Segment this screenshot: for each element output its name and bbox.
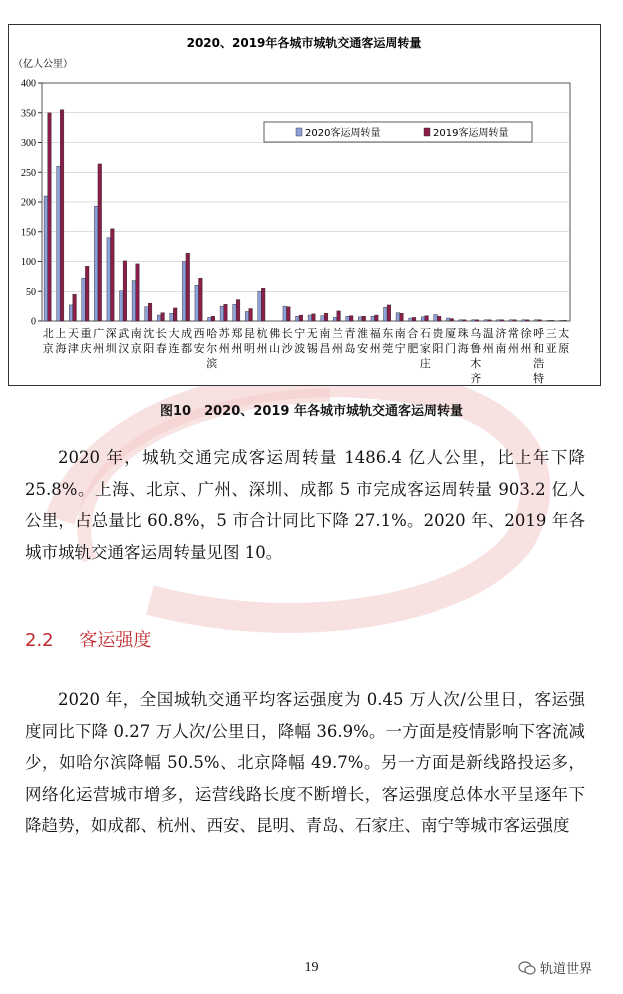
- bar-2020: [94, 206, 98, 321]
- x-tick-label: 阳: [432, 342, 444, 355]
- x-tick-label: 波: [294, 342, 306, 355]
- x-tick-label: 明: [243, 342, 255, 355]
- bar-2020: [560, 320, 564, 321]
- bar-2019: [450, 319, 454, 321]
- bar-2020: [371, 316, 375, 321]
- bar-2019: [85, 266, 89, 321]
- bar-2020: [69, 305, 73, 321]
- bar-2020: [396, 313, 400, 321]
- x-tick-label: 连: [168, 342, 180, 355]
- x-tick-label: 海: [55, 342, 67, 355]
- bar-2019: [425, 316, 429, 321]
- bar-2019: [337, 311, 341, 321]
- bar-2019: [224, 304, 228, 321]
- x-tick-label: 鲁: [470, 342, 482, 355]
- bar-2020: [333, 317, 337, 321]
- bar-2020: [208, 317, 212, 321]
- bar-2020: [182, 262, 186, 322]
- bar-2020: [497, 320, 501, 321]
- x-tick-label: 宁: [294, 327, 306, 340]
- x-tick-label: 淮: [357, 327, 369, 340]
- bar-2019: [463, 320, 467, 321]
- bar-2019: [299, 315, 303, 321]
- x-tick-label: 佛: [269, 327, 281, 340]
- bar-2019: [312, 314, 316, 321]
- x-tick-label: 合: [407, 327, 419, 340]
- x-tick-label: 和: [533, 342, 545, 355]
- bar-2019: [186, 253, 190, 321]
- x-tick-label: 常: [507, 327, 519, 340]
- bar-2020: [321, 316, 325, 321]
- bar-2019: [551, 320, 555, 321]
- bar-2020: [446, 318, 450, 321]
- bar-2020: [233, 304, 237, 321]
- section-number: 2.2: [25, 630, 54, 651]
- x-tick-label: 安: [193, 342, 205, 355]
- x-tick-label: 无: [306, 327, 318, 340]
- x-tick-label: 庄: [419, 357, 431, 370]
- x-tick-label: 北: [42, 327, 54, 340]
- bar-2020: [534, 320, 538, 321]
- x-tick-label: 汉: [118, 342, 130, 355]
- x-tick-label: 哈: [206, 327, 218, 340]
- x-tick-label: 州: [482, 342, 494, 355]
- bar-2019: [475, 320, 479, 321]
- x-tick-label: 厦: [445, 327, 457, 340]
- bar-2020: [82, 278, 86, 321]
- x-tick-label: 齐: [470, 372, 482, 385]
- x-tick-label: 海: [457, 342, 469, 355]
- bar-2019: [362, 316, 366, 321]
- x-tick-label: 乌: [470, 327, 482, 340]
- bar-2020: [245, 311, 249, 321]
- bar-2019: [136, 264, 140, 321]
- section-heading: [25, 626, 151, 652]
- x-tick-label: 州: [256, 342, 268, 355]
- x-tick-label: 杭: [256, 327, 268, 340]
- y-tick-label: 300: [21, 138, 36, 149]
- y-axis-label: （亿人公里）: [13, 59, 73, 70]
- x-tick-label: 珠: [457, 327, 469, 340]
- bar-2019: [48, 113, 52, 321]
- bar-2020: [522, 320, 526, 321]
- bar-2019: [349, 316, 353, 321]
- bar-2020: [472, 320, 476, 321]
- x-tick-label: 家: [419, 342, 431, 355]
- x-tick-label: 贵: [432, 327, 444, 340]
- x-tick-label: 亚: [545, 342, 557, 355]
- bar-2019: [375, 315, 379, 321]
- figure-caption: 图10 2020、2019 年各城市城轨交通客运周转量: [160, 404, 463, 419]
- x-tick-label: 南: [394, 327, 406, 340]
- x-tick-label: 兰: [331, 327, 343, 340]
- x-tick-label: 春: [155, 342, 167, 355]
- x-tick-label: 广: [93, 327, 105, 340]
- x-tick-label: 阳: [143, 342, 155, 355]
- bar-2020: [409, 318, 413, 321]
- x-tick-label: 锡: [306, 342, 318, 355]
- section-title: 客运强度: [79, 630, 152, 651]
- bar-2020: [195, 285, 199, 321]
- bar-2020: [283, 306, 287, 321]
- bar-2019: [400, 313, 404, 321]
- bar-2019: [500, 320, 504, 321]
- x-tick-label: 滨: [206, 357, 218, 370]
- bar-2020: [484, 320, 488, 321]
- x-tick-label: 门: [445, 342, 457, 355]
- x-tick-label: 宁: [394, 342, 406, 355]
- x-tick-label: 浩: [533, 357, 545, 370]
- bar-2020: [132, 281, 136, 321]
- x-tick-label: 州: [331, 342, 343, 355]
- bar-2020: [384, 307, 388, 321]
- x-tick-label: 青: [344, 327, 356, 340]
- x-tick-label: 大: [168, 327, 180, 340]
- x-tick-label: 成: [181, 327, 193, 340]
- bar-2020: [421, 317, 425, 321]
- paragraph-passenger-turnover: 2020 年，城轨交通完成客运周转量 1486.4 亿人公里，比上年下降 25.8%。上海、北京、广州、深圳、成都 5 市完成客运周转量 903.2 亿人公里，占总量比 60.8%，5 市合计同比下降 27.1%。2020 年、2019 年各城市城轨交通客运周转量见图 10。: [25, 448, 585, 562]
- bar-2019: [123, 261, 127, 321]
- bar-2020: [509, 320, 513, 321]
- legend-label: 2019客运周转量: [433, 128, 509, 139]
- bar-2019: [525, 320, 529, 321]
- bar-2020: [145, 307, 149, 321]
- bar-2019: [236, 300, 240, 321]
- bar-2020: [44, 196, 48, 321]
- chart-frame: [8, 24, 601, 386]
- bar-2019: [387, 305, 391, 321]
- y-tick-label: 0: [31, 316, 36, 328]
- x-tick-label: 长: [281, 327, 293, 340]
- x-tick-label: 三: [545, 327, 557, 340]
- x-tick-label: 津: [67, 342, 79, 355]
- x-tick-label: 南: [130, 327, 142, 340]
- bar-2020: [170, 313, 174, 321]
- x-tick-label: 石: [419, 327, 431, 340]
- bar-2020: [258, 291, 262, 321]
- y-tick-label: 200: [21, 197, 36, 209]
- x-tick-label: 都: [181, 342, 193, 355]
- x-tick-label: 尔: [206, 342, 218, 355]
- y-tick-label: 350: [21, 108, 36, 120]
- x-tick-label: 济: [495, 327, 507, 340]
- bar-2020: [346, 316, 350, 321]
- bar-2019: [324, 313, 328, 321]
- x-tick-label: 西: [193, 327, 205, 340]
- page-number: 19: [304, 960, 319, 975]
- chart-title: 2020、2019年各城市城轨交通客运周转量: [186, 36, 422, 50]
- x-tick-label: 州: [93, 342, 105, 355]
- y-tick-label: 100: [21, 257, 36, 268]
- bar-2019: [488, 320, 492, 321]
- x-tick-label: 州: [218, 342, 230, 355]
- x-tick-label: 安: [357, 342, 369, 355]
- bar-2020: [358, 317, 362, 321]
- x-tick-label: 山: [269, 342, 281, 355]
- bar-2020: [220, 306, 224, 321]
- bar-2020: [120, 291, 124, 321]
- bar-2020: [308, 315, 312, 321]
- bar-2019: [148, 303, 152, 321]
- bar-2020: [459, 320, 463, 321]
- bar-2019: [73, 294, 77, 321]
- x-tick-label: 肥: [407, 342, 419, 355]
- x-tick-label: 圳: [105, 342, 117, 355]
- y-tick-label: 150: [21, 227, 36, 239]
- bar-2019: [437, 316, 441, 321]
- x-tick-label: 福: [369, 327, 381, 340]
- x-tick-label: 深: [105, 327, 117, 340]
- x-tick-label: 苏: [218, 327, 230, 340]
- bar-2020: [547, 320, 551, 321]
- paragraph-passenger-intensity: 2020 年，全国城轨交通平均客运强度为 0.45 万人次/公里日，客运强度同比下降 0.27 万人次/公里日，降幅 36.9%。一方面是疫情影响下客流减少，如哈尔滨降幅 50.5%、北京降幅 49.7%。另一方面是新线路投运多，网络化运营城市增多，运营线路长度不断增长，客运强度总体水平呈逐年下降趋势，如成都、杭州、西安、昆明、青岛、石家庄、南宁等城市客运强度: [25, 690, 585, 835]
- x-tick-label: 岛: [344, 342, 356, 355]
- x-tick-label: 原: [558, 342, 570, 355]
- x-tick-label: 州: [231, 342, 243, 355]
- brand-name: 轨道世界: [540, 962, 593, 977]
- x-tick-label: 温: [482, 327, 494, 340]
- brand-mark: [518, 958, 592, 977]
- x-tick-label: 太: [558, 327, 570, 340]
- x-tick-label: 长: [155, 327, 167, 340]
- bar-2020: [157, 315, 161, 321]
- bar-2019: [98, 164, 102, 321]
- x-tick-label: 呼: [533, 327, 545, 340]
- x-tick-label: 郑: [231, 327, 243, 340]
- x-tick-label: 京: [130, 342, 142, 355]
- wechat-icon: [518, 961, 536, 975]
- x-tick-label: 上: [55, 327, 67, 340]
- x-tick-label: 州: [520, 342, 532, 355]
- bar-2019: [513, 320, 517, 321]
- bar-2020: [107, 238, 111, 321]
- legend-swatch: [424, 128, 430, 136]
- bar-2019: [60, 110, 64, 321]
- x-tick-label: 特: [533, 372, 545, 385]
- bar-2019: [199, 278, 203, 321]
- bar-2019: [412, 317, 416, 321]
- bar-2020: [296, 316, 300, 321]
- x-tick-label: 南: [319, 327, 331, 340]
- bar-2019: [173, 308, 177, 321]
- x-tick-label: 南: [495, 342, 507, 355]
- x-tick-label: 武: [118, 327, 130, 340]
- bar-2019: [249, 309, 253, 321]
- bar-2019: [287, 307, 291, 321]
- x-tick-label: 天: [67, 327, 79, 340]
- x-tick-label: 庆: [80, 342, 92, 355]
- x-tick-label: 昌: [319, 342, 331, 355]
- x-tick-label: 沈: [143, 327, 155, 340]
- bar-2019: [538, 320, 542, 321]
- x-tick-label: 昆: [243, 327, 255, 340]
- y-tick-label: 250: [21, 167, 36, 179]
- bar-2019: [261, 288, 265, 321]
- bar-2019: [111, 229, 115, 321]
- bar-2020: [434, 314, 438, 321]
- x-tick-label: 京: [42, 342, 54, 355]
- x-tick-label: 莞: [382, 342, 394, 355]
- bar-2020: [57, 166, 61, 321]
- bar-2019: [211, 316, 215, 321]
- legend-swatch: [296, 128, 302, 136]
- x-tick-label: 东: [382, 327, 394, 340]
- x-tick-label: 州: [507, 342, 519, 355]
- bar-2019: [563, 320, 567, 321]
- x-tick-label: 沙: [281, 342, 293, 355]
- y-tick-label: 400: [21, 78, 36, 90]
- x-tick-label: 木: [470, 357, 482, 370]
- y-tick-label: 50: [26, 286, 36, 298]
- x-tick-label: 重: [80, 327, 92, 340]
- bar-chart: [9, 25, 600, 385]
- legend-label: 2020客运周转量: [305, 128, 381, 139]
- x-tick-label: 州: [369, 342, 381, 355]
- x-tick-label: 徐: [520, 327, 532, 340]
- bar-2019: [161, 313, 165, 321]
